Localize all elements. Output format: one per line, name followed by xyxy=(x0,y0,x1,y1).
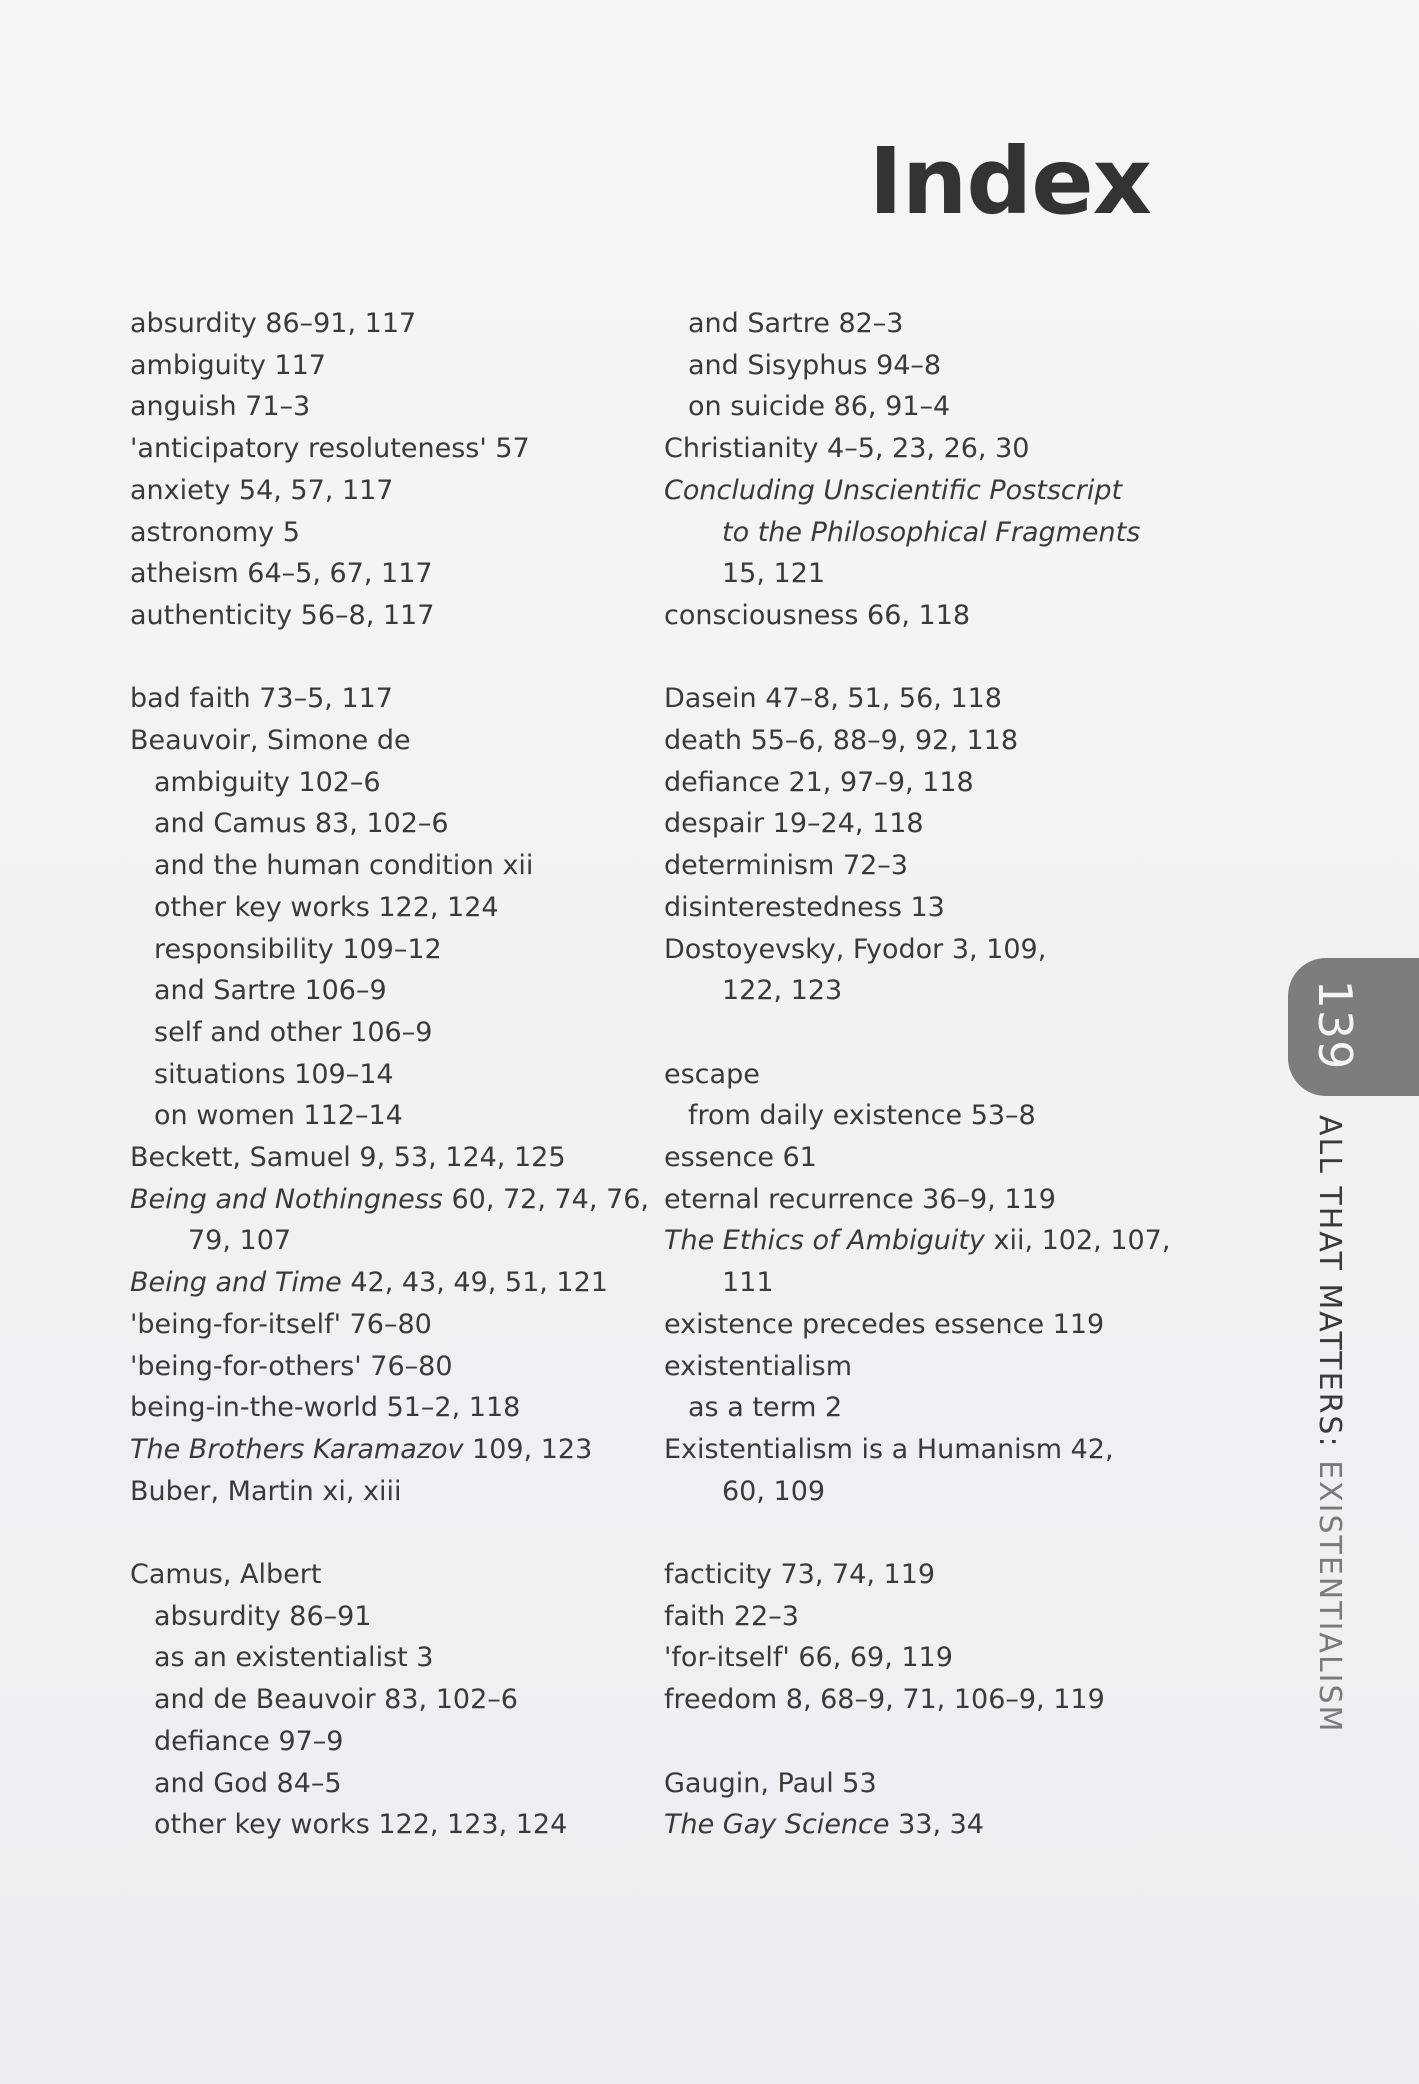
index-section-gap xyxy=(130,1512,650,1554)
index-column-left xyxy=(130,303,650,1846)
index-subentry xyxy=(130,1804,650,1846)
index-entry xyxy=(664,1346,1184,1388)
index-entry-text: xii, 102, 107, xyxy=(984,1225,1171,1257)
index-entry-title: Concluding Unscientific Postscript xyxy=(664,474,1123,506)
index-subentry xyxy=(130,1763,650,1805)
index-subentry xyxy=(130,970,650,1012)
index-entry-text: as an existentialist 3 xyxy=(154,1642,434,1674)
index-entry xyxy=(130,470,650,512)
index-entry-text: death 55–6, 88–9, 92, 118 xyxy=(664,725,1019,757)
index-entry-text: as a term 2 xyxy=(688,1392,843,1424)
index-entry-text: 60, 72, 74, 76, xyxy=(442,1183,649,1215)
index-section-gap xyxy=(130,637,650,679)
index-entry xyxy=(130,595,650,637)
index-entry-title: Being and Time xyxy=(130,1267,342,1299)
page-title: Index xyxy=(868,128,1151,235)
index-entry xyxy=(664,1220,1184,1262)
book-title-main: ALL THAT MATTERS: xyxy=(1312,1115,1347,1461)
index-subentry xyxy=(130,803,650,845)
index-subentry xyxy=(130,929,650,971)
index-entry-text: defiance 21, 97–9, 118 xyxy=(664,766,974,798)
index-entry xyxy=(664,1137,1184,1179)
index-subentry xyxy=(130,1596,650,1638)
index-subentry xyxy=(130,887,650,929)
index-entry-title: The Brothers Karamazov xyxy=(130,1433,464,1465)
index-entry xyxy=(130,1346,650,1388)
index-entry-text: ambiguity 102–6 xyxy=(154,766,381,798)
index-entry-text: essence 61 xyxy=(664,1142,817,1174)
index-entry-text: Dasein 47–8, 51, 56, 118 xyxy=(664,683,1002,715)
index-entry xyxy=(130,512,650,554)
index-entry-text: and Sisyphus 94–8 xyxy=(688,349,942,381)
index-entry xyxy=(130,1429,650,1471)
index-entry xyxy=(664,470,1184,512)
index-entry xyxy=(130,553,650,595)
index-section-gap xyxy=(664,1012,1184,1054)
index-entry-text: self and other 106–9 xyxy=(154,1016,433,1048)
index-entry xyxy=(664,1804,1184,1846)
index-entry-text: 111 xyxy=(722,1267,774,1299)
index-entry-title: to the Philosophical Fragments xyxy=(722,516,1141,548)
index-entry-text: facticity 73, 74, 119 xyxy=(664,1559,936,1591)
index-entry-text: disinterestedness 13 xyxy=(664,891,945,923)
index-entry-text: authenticity 56–8, 117 xyxy=(130,599,435,631)
index-entry-text: 60, 109 xyxy=(722,1475,826,1507)
index-entry-continuation xyxy=(130,1220,650,1262)
index-entry xyxy=(664,1679,1184,1721)
index-entry-text: from daily existence 53–8 xyxy=(688,1100,1036,1132)
index-subentry xyxy=(130,1012,650,1054)
index-entry-text: 79, 107 xyxy=(188,1225,292,1257)
index-entry-text: 'being-for-others' 76–80 xyxy=(130,1350,453,1382)
index-entry xyxy=(130,428,650,470)
index-subentry xyxy=(130,1637,650,1679)
index-entry-text: on suicide 86, 91–4 xyxy=(688,391,951,423)
index-entry-title: The Ethics of Ambiguity xyxy=(664,1225,985,1257)
index-entry-continuation xyxy=(664,512,1184,554)
index-entry xyxy=(664,678,1184,720)
index-subentry xyxy=(130,1095,650,1137)
index-entry-text: bad faith 73–5, 117 xyxy=(130,683,393,715)
index-entry-continuation xyxy=(664,1471,1184,1513)
index-entry-text: eternal recurrence 36–9, 119 xyxy=(664,1183,1056,1215)
index-entry xyxy=(130,386,650,428)
index-entry xyxy=(130,1471,650,1513)
index-entry-text: and de Beauvoir 83, 102–6 xyxy=(154,1684,518,1716)
index-entry-text: Existentialism is a Humanism 42, xyxy=(664,1433,1114,1465)
index-subentry xyxy=(664,345,1184,387)
index-entry xyxy=(664,1596,1184,1638)
index-entry-text: consciousness 66, 118 xyxy=(664,599,971,631)
index-entry xyxy=(664,1429,1184,1471)
index-entry xyxy=(664,762,1184,804)
index-entry xyxy=(664,1637,1184,1679)
index-entry-title: Being and Nothingness xyxy=(130,1183,443,1215)
index-entry-text: and God 84–5 xyxy=(154,1767,342,1799)
index-entry-text: anxiety 54, 57, 117 xyxy=(130,474,394,506)
index-subentry xyxy=(130,1679,650,1721)
index-entry xyxy=(130,1262,650,1304)
index-entry xyxy=(130,1304,650,1346)
index-entry-text: and Sartre 82–3 xyxy=(688,308,904,339)
index-entry-continuation xyxy=(664,970,1184,1012)
index-entry-text: being-in-the-world 51–2, 118 xyxy=(130,1392,521,1424)
running-book-title xyxy=(1312,1115,1347,1733)
index-entry-text: situations 109–14 xyxy=(154,1058,394,1090)
index-entry-text: existentialism xyxy=(664,1350,852,1382)
index-entry xyxy=(664,887,1184,929)
index-entry-continuation xyxy=(664,1262,1184,1304)
index-entry-text: 33, 34 xyxy=(889,1809,984,1841)
index-subentry xyxy=(664,1095,1184,1137)
index-subentry xyxy=(664,386,1184,428)
index-entry-text: absurdity 86–91, 117 xyxy=(130,308,417,339)
index-entry-continuation xyxy=(664,553,1184,595)
index-entry-text: Buber, Martin xi, xiii xyxy=(130,1475,402,1507)
index-entry-text: 15, 121 xyxy=(722,558,826,590)
index-subentry xyxy=(664,303,1184,345)
index-entry-text: 109, 123 xyxy=(463,1433,593,1465)
index-subentry xyxy=(130,762,650,804)
index-entry-text: on women 112–14 xyxy=(154,1100,403,1132)
index-entry xyxy=(130,1137,650,1179)
index-entry xyxy=(130,1179,650,1221)
index-entry-text: other key works 122, 124 xyxy=(154,891,499,923)
index-entry-text: ambiguity 117 xyxy=(130,349,326,381)
index-entry xyxy=(664,1554,1184,1596)
index-entry xyxy=(130,1554,650,1596)
index-entry-title: The Gay Science xyxy=(664,1809,890,1841)
index-entry-text: and Camus 83, 102–6 xyxy=(154,808,449,840)
index-entry-text: Gaugin, Paul 53 xyxy=(664,1767,877,1799)
index-section-gap xyxy=(664,1512,1184,1554)
index-entry-text: escape xyxy=(664,1058,760,1090)
index-entry-text: and the human condition xii xyxy=(154,850,534,882)
index-entry-text: astronomy 5 xyxy=(130,516,300,548)
index-entry xyxy=(664,929,1184,971)
index-entry-text: 'anticipatory resoluteness' 57 xyxy=(130,433,530,465)
index-entry xyxy=(130,345,650,387)
index-entry-text: responsibility 109–12 xyxy=(154,933,442,965)
index-entry-text: defiance 97–9 xyxy=(154,1725,344,1757)
index-entry xyxy=(664,428,1184,470)
index-entry-text: Christianity 4–5, 23, 26, 30 xyxy=(664,433,1030,465)
index-section-gap xyxy=(664,1721,1184,1763)
index-entry-text: faith 22–3 xyxy=(664,1600,799,1632)
index-entry-text: 'being-for-itself' 76–80 xyxy=(130,1308,432,1340)
index-entry xyxy=(664,595,1184,637)
index-entry-text: and Sartre 106–9 xyxy=(154,975,387,1007)
index-entry-text: 42, 43, 49, 51, 121 xyxy=(341,1267,608,1299)
page-number: 139 xyxy=(1308,979,1362,1071)
index-entry xyxy=(130,1387,650,1429)
index-entry-text: existence precedes essence 119 xyxy=(664,1308,1105,1340)
index-entry-text: absurdity 86–91 xyxy=(154,1600,372,1632)
index-entry-text: freedom 8, 68–9, 71, 106–9, 119 xyxy=(664,1684,1105,1716)
index-entry xyxy=(664,1179,1184,1221)
index-subentry xyxy=(664,1387,1184,1429)
index-subentry xyxy=(130,1721,650,1763)
index-entry-text: Dostoyevsky, Fyodor 3, 109, xyxy=(664,933,1047,965)
index-column-right xyxy=(664,303,1184,1846)
index-entry-text: 122, 123 xyxy=(722,975,843,1007)
index-entry xyxy=(664,803,1184,845)
index-entry-text: other key works 122, 123, 124 xyxy=(154,1809,568,1841)
index-entry xyxy=(664,720,1184,762)
index-subentry xyxy=(130,1054,650,1096)
index-entry xyxy=(130,720,650,762)
index-entry-text: Camus, Albert xyxy=(130,1559,322,1591)
index-entry xyxy=(664,845,1184,887)
index-entry-text: despair 19–24, 118 xyxy=(664,808,924,840)
index-entry xyxy=(664,1054,1184,1096)
index-entry-text: 'for-itself' 66, 69, 119 xyxy=(664,1642,953,1674)
index-entry xyxy=(130,303,650,345)
index-entry-text: anguish 71–3 xyxy=(130,391,311,423)
index-entry-text: Beckett, Samuel 9, 53, 124, 125 xyxy=(130,1142,566,1174)
index-entry xyxy=(664,1304,1184,1346)
index-section-gap xyxy=(664,637,1184,679)
index-entry-text: atheism 64–5, 67, 117 xyxy=(130,558,433,590)
index-entry-text: determinism 72–3 xyxy=(664,850,908,882)
index-entry xyxy=(664,1763,1184,1805)
index-entry xyxy=(130,678,650,720)
book-title-accent: EXISTENTIALISM xyxy=(1312,1460,1347,1734)
index-subentry xyxy=(130,845,650,887)
index-entry-text: Beauvoir, Simone de xyxy=(130,725,411,757)
